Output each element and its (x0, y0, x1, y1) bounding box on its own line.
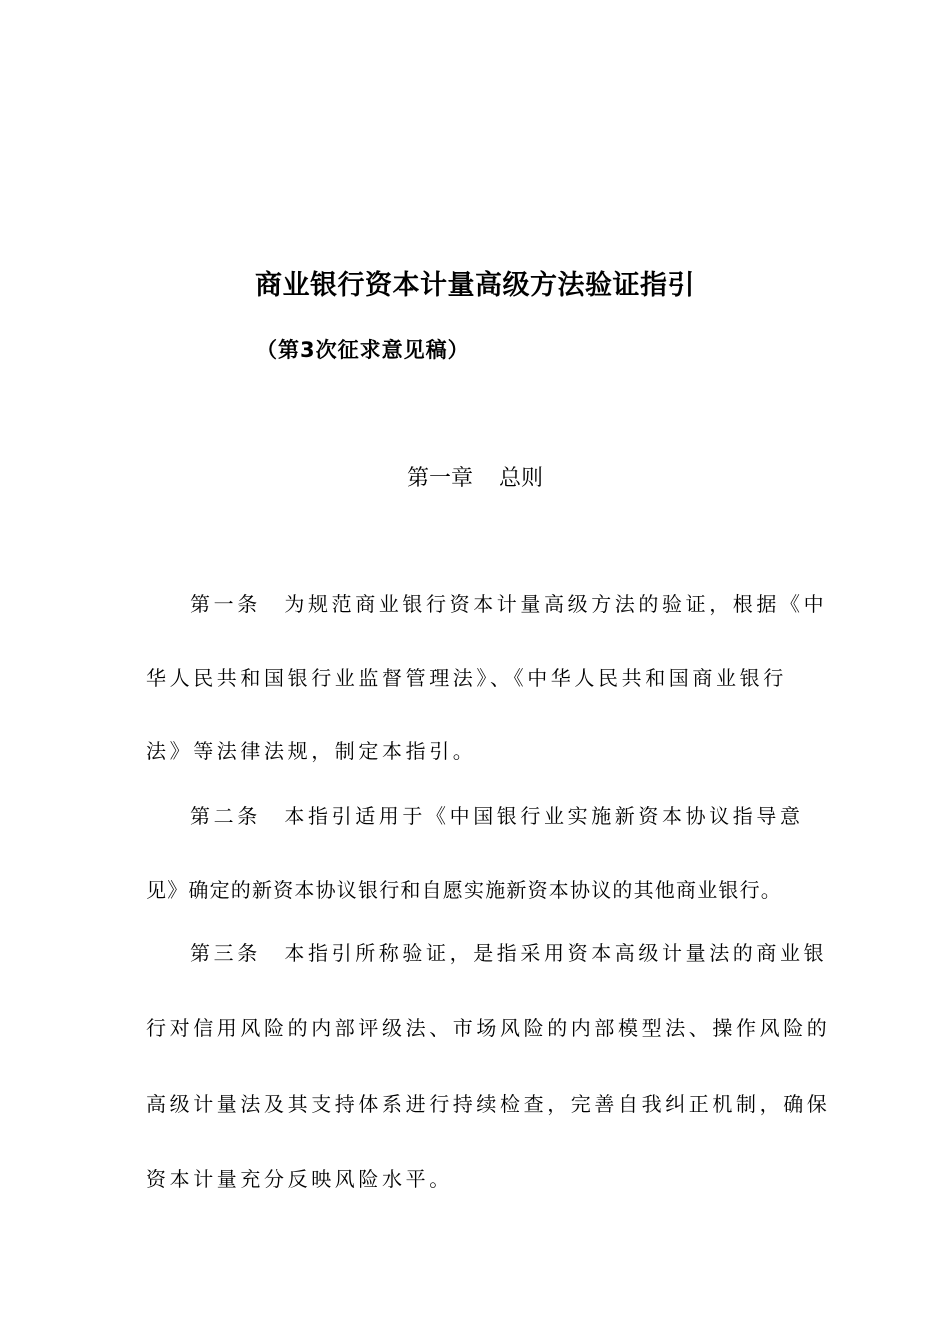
article-line: 行对信用风险的内部评级法、市场风险的内部模型法、操作风险的 (146, 1016, 831, 1040)
article-line: 第一条 为规范商业银行资本计量高级方法的验证，根据《中 (190, 592, 828, 616)
article-line: 高级计量法及其支持体系进行持续检查，完善自我纠正机制，确保 (146, 1092, 831, 1116)
article-line: 第三条 本指引所称验证，是指采用资本高级计量法的商业银 (190, 941, 828, 965)
document-subtitle: （第3次征求意见稿） (256, 338, 470, 362)
article-line: 法》等法律法规，制定本指引。 (146, 739, 477, 763)
chapter-name: 总则 (499, 466, 544, 491)
document-title: 商业银行资本计量高级方法验证指引 (255, 270, 695, 301)
article-line: 见》确定的新资本协议银行和自愿实施新资本协议的其他商业银行。 (146, 878, 782, 902)
article-line: 华人民共和国银行业监督管理法》、《中华人民共和国商业银行 (146, 666, 787, 690)
chapter-heading (0, 462, 950, 496)
chapter-number: 第一章 (406, 466, 473, 491)
article-line: 资本计量充分反映风险水平。 (146, 1167, 453, 1191)
article-line: 第二条 本指引适用于《中国银行业实施新资本协议指导意 (190, 804, 804, 828)
